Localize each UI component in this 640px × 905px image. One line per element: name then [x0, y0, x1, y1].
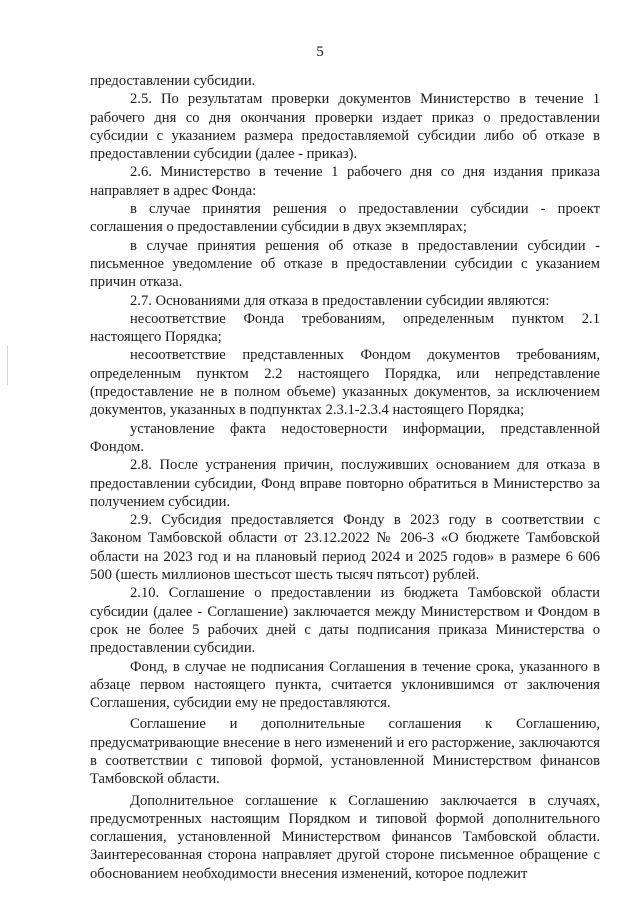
paragraph-2-9: 2.9. Субсидия предоставляется Фонду в 2023 году в соответствии с Законом Тамбовской области от 23.12.2022 № 206-З «О бюджете Тамбовской области на 2023 год и на плановый период 2024 и 2025 годов» в размере 6 606 500 (шесть миллионов шестьсот шесть тысяч пятьсот) рублей.	[90, 512, 600, 584]
paragraph-continuation: предоставлении субсидии.	[90, 73, 256, 89]
paragraph-2-10-additional-agreement: Дополнительное соглашение к Соглашению заключается в случаях, предусмотренных настоящим Порядком и типовой формой дополнительного соглашения, установленной Министерством финансов Тамбовской области. Заинтересованная сторона направляет другой стороне письменное обращение с обоснованием необходимости внесения изменений, которое подлежит	[90, 792, 600, 882]
page-number: 5	[316, 44, 324, 60]
paragraph-2-8: 2.8. После устранения причин, послуживших основанием для отказа в предоставлении субсидии, Фонд вправе повторно обратиться в Министерство за получением субсидии.	[90, 457, 600, 510]
paragraph-2-6-item-1: в случае принятия решения о предоставлении субсидии - проект соглашения о предоставлении субсидии в двух экземплярах;	[90, 201, 600, 236]
paragraph-2-5: 2.5. По результатам проверки документов Министерство в течение 1 рабочего дня со дня окончания проверки издает приказ о предоставлении субсидии с указанием размера предоставляемой субсидии либо об отказе в предоставлении субсидии (далее - приказ).	[90, 91, 600, 163]
paragraph-2-7-item-2: несоответствие представленных Фондом документов требованиям, определенным пунктом 2.2 настоящего Порядка, или непредставление (предоставление не в полном объеме) указанных документов, за исключением документов, указанных в подпунктах 2.3.1-2.3.4 настоящего Порядка;	[90, 347, 600, 419]
scan-margin-line	[7, 345, 8, 385]
paragraph-2-6-item-2: в случае принятия решения об отказе в предоставлении субсидии - письменное уведомление об отказе в предоставлении субсидии с указанием причин отказа.	[90, 237, 600, 291]
paragraph-2-7: 2.7. Основаниями для отказа в предоставлении субсидии являются:	[130, 292, 550, 309]
paragraph-2-10-typical-form: Соглашение и дополнительные соглашения к Соглашению, предусматривающие внесение в него изменений и его расторжение, заключаются в соответствии с типовой формой, установленной Министерством финансов Тамбовской области.	[90, 716, 600, 788]
paragraph-2-7-item-3: установление факта недостоверности информации, представленной Фондом.	[90, 420, 600, 455]
document-body	[90, 72, 600, 883]
paragraph-2-10-refusal: Фонд, в случае не подписания Соглашения в течение срока, указанного в абзаце первом настоящего пункта, считается уклонившимся от заключения Соглашения, субсидии ему не предоставляются.	[90, 658, 600, 712]
paragraph-2-6: 2.6. Министерство в течение 1 рабочего дня со дня издания приказа направляет в адрес Фонда:	[90, 164, 600, 199]
paragraph-2-7-item-1: несоответствие Фонда требованиям, определенным пунктом 2.1 настоящего Порядка;	[90, 310, 600, 346]
paragraph-2-10: 2.10. Соглашение о предоставлении из бюджета Тамбовской области субсидии (далее - Соглашение) заключается между Министерством и Фондом в срок не более 5 рабочих дней с даты подписания приказа Министерства о предоставлении субсидии.	[90, 585, 600, 657]
